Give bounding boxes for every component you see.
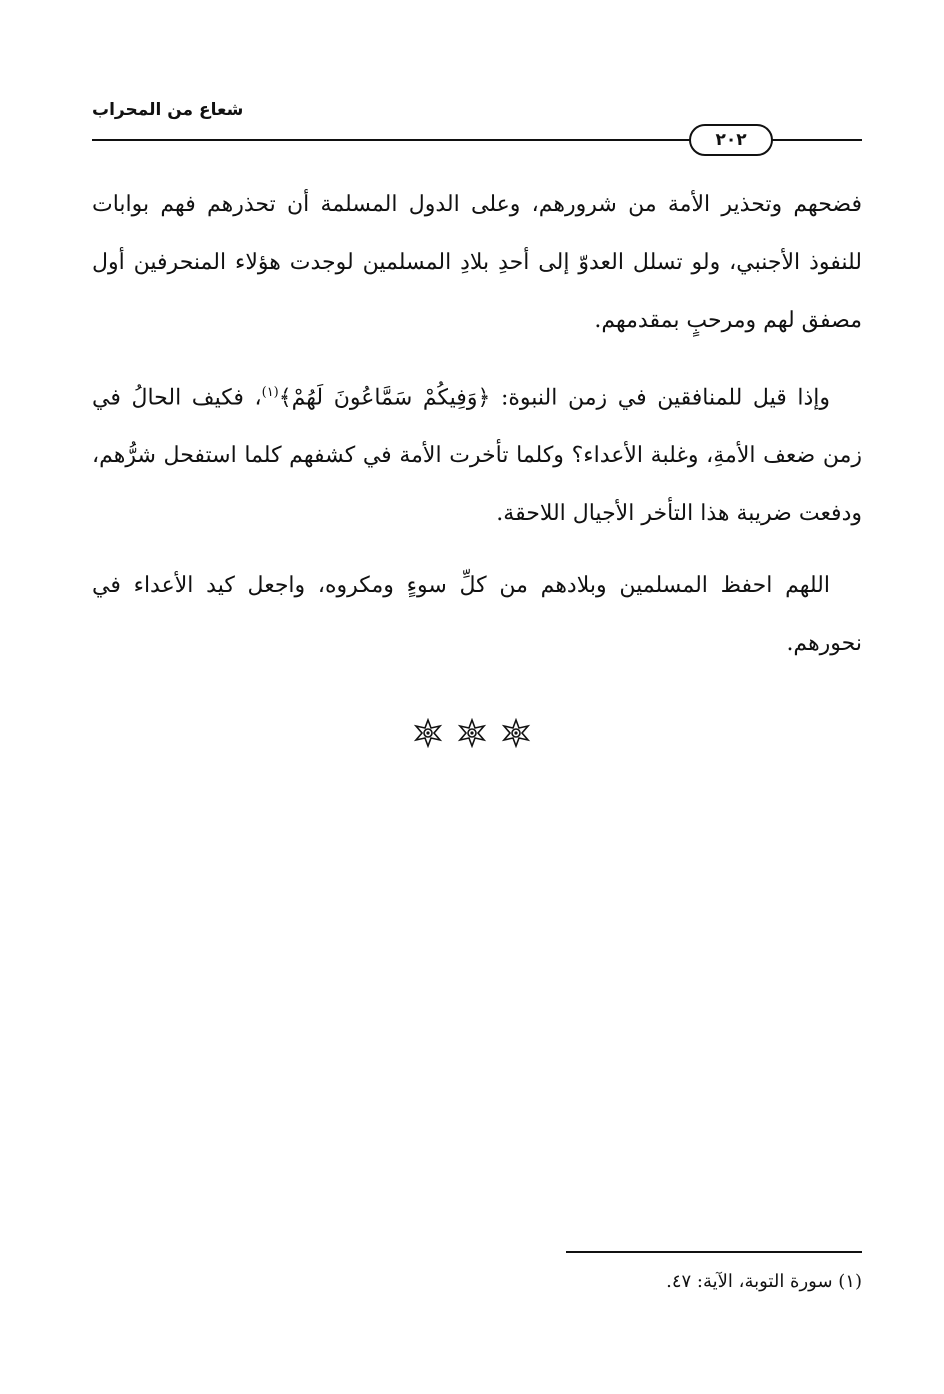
flower-ornament-icon (501, 718, 531, 748)
page-number (689, 124, 773, 156)
flower-ornament-icon (457, 718, 487, 748)
quran-verse: ﴿وَفِيكُمْ سَمَّاعُونَ لَهُمْ﴾ (278, 385, 491, 411)
running-header-title: شعاع من المحراب (92, 100, 244, 120)
paragraph-2-lead: وإذا قيل للمنافقين في زمن النبوة: (500, 385, 831, 411)
footnote-rule (566, 1251, 862, 1253)
footnote-marker: (١) (261, 385, 279, 400)
main-text (92, 176, 862, 687)
footnote: (١) سورة التوبة، الآية: ٤٧. (666, 1271, 862, 1292)
paragraph-2 (92, 364, 862, 543)
section-divider (0, 718, 944, 748)
paragraph-3: اللهم احفظ المسلمين وبلادهم من كلِّ سوءٍ ومكروه، واجعل كيد الأعداء في نحورهم. (92, 573, 862, 657)
flower-ornament-icon (413, 718, 443, 748)
paragraph-1: فضحهم وتحذير الأمة من شرورهم، وعلى الدول المسلمة أن تحذرهم فهم بوابات للنفوذ الأجنبي، ولو تسلل العدوّ إلى أحدِ بلادِ المسلمين لوجدت هؤلاء المنحرفين أول مصفق لهم ومرحبٍ بمقدمهم. (92, 192, 862, 333)
paragraph-2-rest: ، فكيف الحالُ في زمن ضعف الأمةِ، وغلبة الأعداء؟ وكلما تأخرت الأمة في كشفهم كلما استفحل شرُّهم، ودفعت ضريبة هذا التأخر الأجيال اللاحقة. (92, 385, 862, 527)
page-number-text: ٢٠٢ (715, 130, 747, 150)
